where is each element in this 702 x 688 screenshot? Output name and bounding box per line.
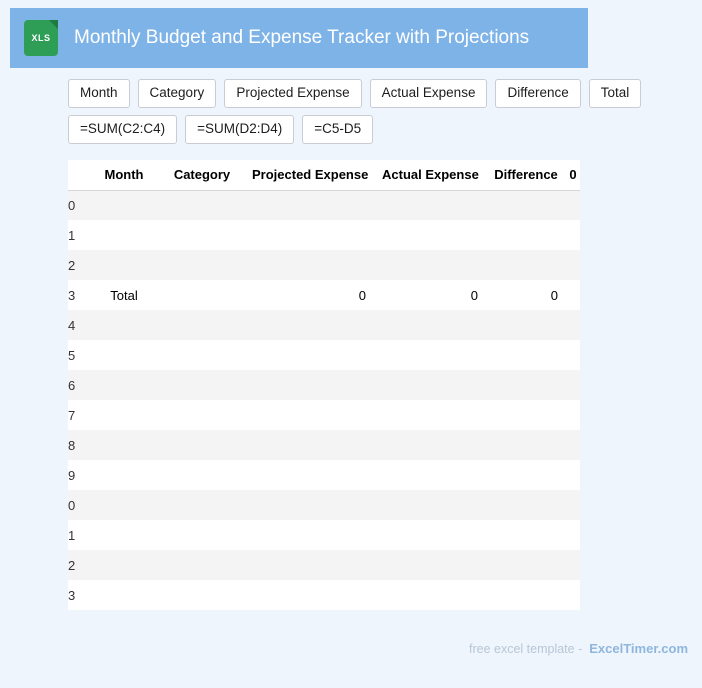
cell-difference[interactable] bbox=[486, 580, 566, 610]
cell-rownum[interactable]: 1 bbox=[68, 520, 88, 550]
cell-difference[interactable] bbox=[486, 520, 566, 550]
cell-rownum[interactable]: 1 bbox=[68, 220, 88, 250]
cell-difference[interactable] bbox=[486, 220, 566, 250]
xls-file-icon bbox=[24, 20, 58, 56]
table-row[interactable] bbox=[68, 310, 580, 340]
cell-month[interactable] bbox=[88, 370, 160, 400]
cell-rownum[interactable]: 6 bbox=[68, 370, 88, 400]
cell-rownum[interactable]: 7 bbox=[68, 400, 88, 430]
cell-actual-expense[interactable] bbox=[374, 250, 486, 280]
cell-actual-expense[interactable] bbox=[374, 220, 486, 250]
cell-actual-expense[interactable] bbox=[374, 580, 486, 610]
column-header-month: Month bbox=[88, 160, 160, 190]
cell-extra[interactable] bbox=[566, 490, 580, 520]
spreadsheet[interactable] bbox=[68, 160, 577, 610]
formula-chip-area bbox=[68, 79, 668, 151]
cell-rownum[interactable]: 3 bbox=[68, 580, 88, 610]
cell-category[interactable] bbox=[160, 190, 244, 220]
cell-month[interactable] bbox=[88, 310, 160, 340]
cell-category[interactable] bbox=[160, 430, 244, 460]
cell-projected-expense[interactable] bbox=[244, 370, 374, 400]
cell-rownum[interactable]: 9 bbox=[68, 460, 88, 490]
cell-extra[interactable] bbox=[566, 460, 580, 490]
cell-difference[interactable] bbox=[486, 250, 566, 280]
cell-rownum[interactable]: 3 bbox=[68, 280, 88, 310]
cell-difference[interactable] bbox=[486, 550, 566, 580]
cell-actual-expense[interactable] bbox=[374, 550, 486, 580]
cell-rownum[interactable]: 5 bbox=[68, 340, 88, 370]
cell-difference[interactable] bbox=[486, 370, 566, 400]
chip-total[interactable]: Total bbox=[589, 79, 642, 108]
cell-extra[interactable] bbox=[566, 220, 580, 250]
chip-actual-expense[interactable]: Actual Expense bbox=[370, 79, 488, 108]
cell-extra[interactable] bbox=[566, 250, 580, 280]
footer-text: free excel template - bbox=[468, 642, 583, 656]
cell-projected-expense[interactable] bbox=[244, 250, 374, 280]
cell-actual-expense[interactable] bbox=[374, 430, 486, 460]
table-row[interactable] bbox=[68, 340, 580, 370]
cell-extra[interactable] bbox=[566, 520, 580, 550]
table-row[interactable] bbox=[68, 460, 580, 490]
cell-category[interactable] bbox=[160, 580, 244, 610]
cell-difference[interactable]: 0 bbox=[486, 280, 566, 310]
cell-month[interactable] bbox=[88, 430, 160, 460]
cell-month[interactable] bbox=[88, 580, 160, 610]
cell-extra[interactable] bbox=[566, 430, 580, 460]
cell-difference[interactable] bbox=[486, 310, 566, 340]
cell-projected-expense[interactable] bbox=[244, 400, 374, 430]
cell-rownum[interactable]: 4 bbox=[68, 310, 88, 340]
table-row[interactable] bbox=[68, 370, 580, 400]
table-header-row bbox=[68, 160, 580, 190]
cell-month[interactable] bbox=[88, 340, 160, 370]
page-title: Monthly Budget and Expense Tracker with Projections bbox=[74, 27, 530, 48]
cell-actual-expense[interactable] bbox=[374, 400, 486, 430]
chip-row-headers bbox=[68, 79, 668, 108]
cell-category[interactable] bbox=[160, 550, 244, 580]
cell-difference[interactable] bbox=[486, 190, 566, 220]
chip-formula-difference[interactable]: =C5-D5 bbox=[302, 115, 373, 144]
cell-category[interactable] bbox=[160, 280, 244, 310]
cell-month[interactable] bbox=[88, 400, 160, 430]
cell-category[interactable] bbox=[160, 250, 244, 280]
cell-projected-expense[interactable] bbox=[244, 490, 374, 520]
cell-projected-expense[interactable] bbox=[244, 190, 374, 220]
column-header-actual-expense: Actual Expense bbox=[374, 160, 486, 190]
cell-projected-expense[interactable] bbox=[244, 460, 374, 490]
column-header-total-value: 0 bbox=[566, 160, 580, 190]
cell-category[interactable] bbox=[160, 370, 244, 400]
table-row[interactable] bbox=[68, 490, 580, 520]
column-header-rownum bbox=[68, 160, 88, 190]
chip-category[interactable]: Category bbox=[138, 79, 217, 108]
cell-month[interactable]: Total bbox=[88, 280, 160, 310]
table-row[interactable] bbox=[68, 430, 580, 460]
cell-actual-expense[interactable] bbox=[374, 370, 486, 400]
cell-actual-expense[interactable] bbox=[374, 310, 486, 340]
cell-extra[interactable] bbox=[566, 340, 580, 370]
xls-icon-label: XLS bbox=[31, 33, 51, 43]
column-header-difference: Difference bbox=[486, 160, 566, 190]
column-header-category: Category bbox=[160, 160, 244, 190]
cell-category[interactable] bbox=[160, 520, 244, 550]
cell-difference[interactable] bbox=[486, 340, 566, 370]
cell-category[interactable] bbox=[160, 460, 244, 490]
cell-extra[interactable] bbox=[566, 580, 580, 610]
cell-category[interactable] bbox=[160, 340, 244, 370]
cell-actual-expense[interactable] bbox=[374, 340, 486, 370]
footer bbox=[469, 641, 688, 656]
cell-extra[interactable] bbox=[566, 190, 580, 220]
cell-projected-expense[interactable] bbox=[244, 520, 374, 550]
cell-extra[interactable] bbox=[566, 370, 580, 400]
cell-category[interactable] bbox=[160, 400, 244, 430]
table-header bbox=[68, 160, 580, 190]
cell-projected-expense[interactable]: 0 bbox=[244, 280, 374, 310]
cell-difference[interactable] bbox=[486, 490, 566, 520]
cell-rownum[interactable]: 0 bbox=[68, 490, 88, 520]
chip-row-formulas bbox=[68, 115, 668, 144]
chip-formula-sum-c[interactable]: =SUM(C2:C4) bbox=[68, 115, 177, 144]
cell-projected-expense[interactable] bbox=[244, 550, 374, 580]
cell-actual-expense[interactable] bbox=[374, 520, 486, 550]
cell-month[interactable] bbox=[88, 190, 160, 220]
table-row[interactable] bbox=[68, 520, 580, 550]
cell-difference[interactable] bbox=[486, 460, 566, 490]
cell-rownum[interactable]: 0 bbox=[68, 190, 88, 220]
chip-formula-sum-d[interactable]: =SUM(D2:D4) bbox=[185, 115, 294, 144]
cell-extra[interactable] bbox=[566, 400, 580, 430]
cell-rownum[interactable]: 2 bbox=[68, 250, 88, 280]
cell-difference[interactable] bbox=[486, 430, 566, 460]
cell-projected-expense[interactable] bbox=[244, 310, 374, 340]
cell-month[interactable] bbox=[88, 220, 160, 250]
table-row[interactable] bbox=[68, 550, 580, 580]
cell-difference[interactable] bbox=[486, 400, 566, 430]
cell-actual-expense[interactable] bbox=[374, 190, 486, 220]
xls-icon-corner bbox=[49, 20, 58, 29]
cell-month[interactable] bbox=[88, 250, 160, 280]
cell-month[interactable] bbox=[88, 550, 160, 580]
cell-extra[interactable] bbox=[566, 550, 580, 580]
table-row[interactable] bbox=[68, 280, 580, 310]
cell-projected-expense[interactable] bbox=[244, 340, 374, 370]
chip-month[interactable]: Month bbox=[68, 79, 130, 108]
cell-extra[interactable] bbox=[566, 280, 580, 310]
table-row[interactable] bbox=[68, 250, 580, 280]
table-row[interactable] bbox=[68, 220, 580, 250]
cell-month[interactable] bbox=[88, 520, 160, 550]
column-header-projected-expense: Projected Expense bbox=[244, 160, 374, 190]
cell-extra[interactable] bbox=[566, 310, 580, 340]
document-header bbox=[10, 8, 588, 68]
cell-actual-expense[interactable] bbox=[374, 460, 486, 490]
cell-actual-expense[interactable]: 0 bbox=[374, 280, 486, 310]
table-row[interactable] bbox=[68, 400, 580, 430]
cell-category[interactable] bbox=[160, 220, 244, 250]
cell-month[interactable] bbox=[88, 460, 160, 490]
cell-projected-expense[interactable] bbox=[244, 220, 374, 250]
footer-brand-link[interactable]: ExcelTimer.com bbox=[589, 641, 688, 656]
cell-rownum[interactable]: 8 bbox=[68, 430, 88, 460]
table-row[interactable] bbox=[68, 580, 580, 610]
chip-projected-expense[interactable]: Projected Expense bbox=[224, 79, 361, 108]
cell-projected-expense[interactable] bbox=[244, 580, 374, 610]
cell-rownum[interactable]: 2 bbox=[68, 550, 88, 580]
cell-category[interactable] bbox=[160, 310, 244, 340]
chip-difference[interactable]: Difference bbox=[495, 79, 580, 108]
cell-category[interactable] bbox=[160, 490, 244, 520]
table-row[interactable] bbox=[68, 190, 580, 220]
cell-projected-expense[interactable] bbox=[244, 430, 374, 460]
cell-month[interactable] bbox=[88, 490, 160, 520]
cell-actual-expense[interactable] bbox=[374, 490, 486, 520]
table-body bbox=[68, 190, 580, 610]
spreadsheet-table bbox=[68, 160, 580, 610]
